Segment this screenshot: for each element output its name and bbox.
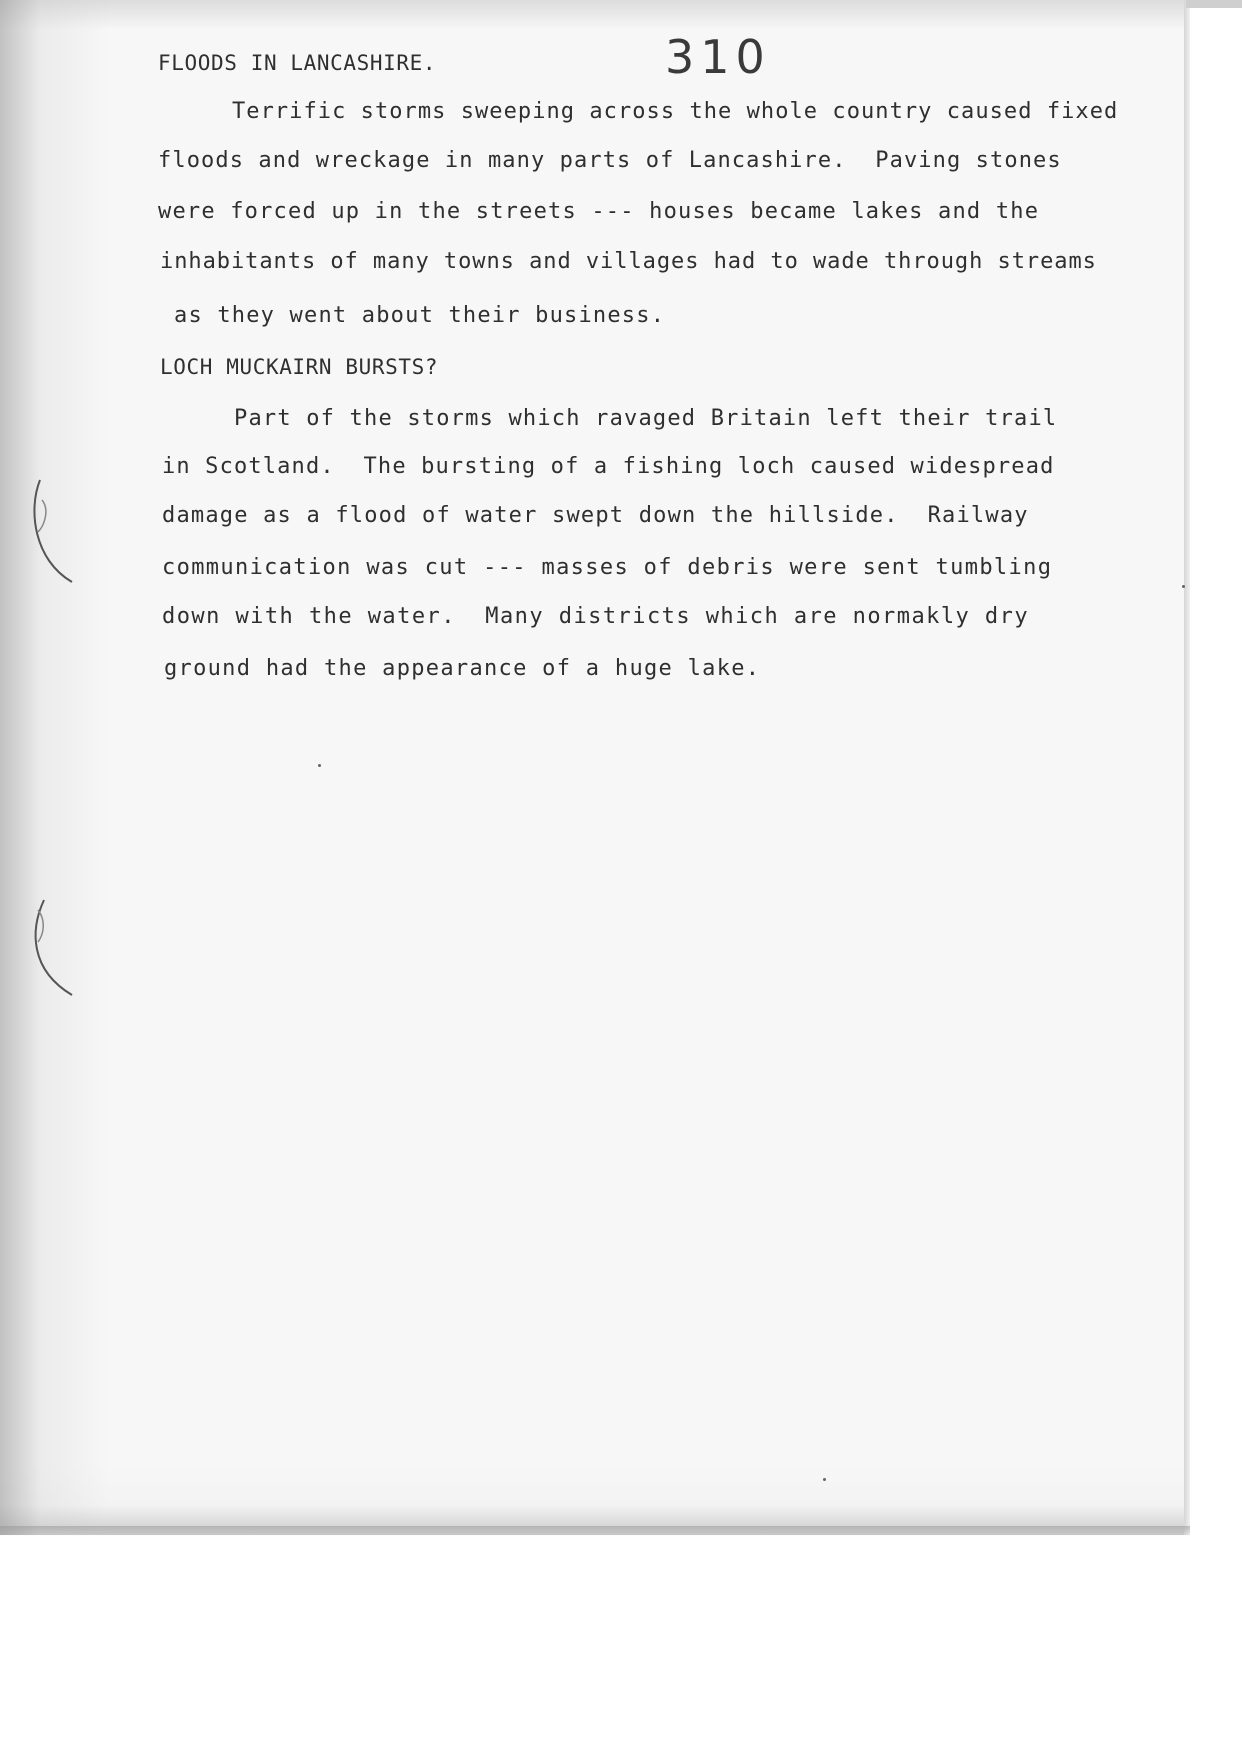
section-heading-loch: LOCH MUCKAIRN BURSTS? bbox=[160, 355, 439, 379]
handwritten-page-number: 310 bbox=[665, 30, 771, 84]
body-line: as they went about their business. bbox=[174, 303, 666, 328]
page-bottom-edge bbox=[0, 1526, 1190, 1536]
dust-speck bbox=[318, 764, 321, 767]
binder-hole-mark-upper bbox=[20, 470, 80, 600]
body-line: Part of the storms which ravaged Britain left their trail bbox=[234, 406, 1058, 431]
body-line: damage as a flood of water swept down the hillside. Railway bbox=[162, 503, 1029, 528]
body-line: inhabitants of many towns and villages had to wade through streams bbox=[160, 249, 1097, 274]
page-right-edge bbox=[1184, 0, 1190, 1535]
binder-hole-mark-lower bbox=[20, 890, 80, 1010]
body-line: in Scotland. The bursting of a fishing loch caused widespread bbox=[162, 454, 1055, 479]
body-line: Terrific storms sweeping across the whole country caused fixed bbox=[232, 99, 1119, 124]
dust-speck bbox=[1182, 585, 1185, 588]
body-line: ground had the appearance of a huge lake. bbox=[164, 656, 761, 681]
section-heading-floods: FLOODS IN LANCASHIRE. bbox=[158, 51, 437, 75]
body-line: were forced up in the streets --- houses became lakes and the bbox=[158, 199, 1040, 224]
body-line: down with the water. Many districts which are normakly dry bbox=[162, 604, 1030, 629]
dust-speck bbox=[823, 1478, 826, 1481]
body-line: floods and wreckage in many parts of Lancashire. Paving stones bbox=[158, 148, 1062, 173]
page-top-edge bbox=[1186, 0, 1242, 8]
body-line: communication was cut --- masses of debris were sent tumbling bbox=[162, 555, 1053, 580]
